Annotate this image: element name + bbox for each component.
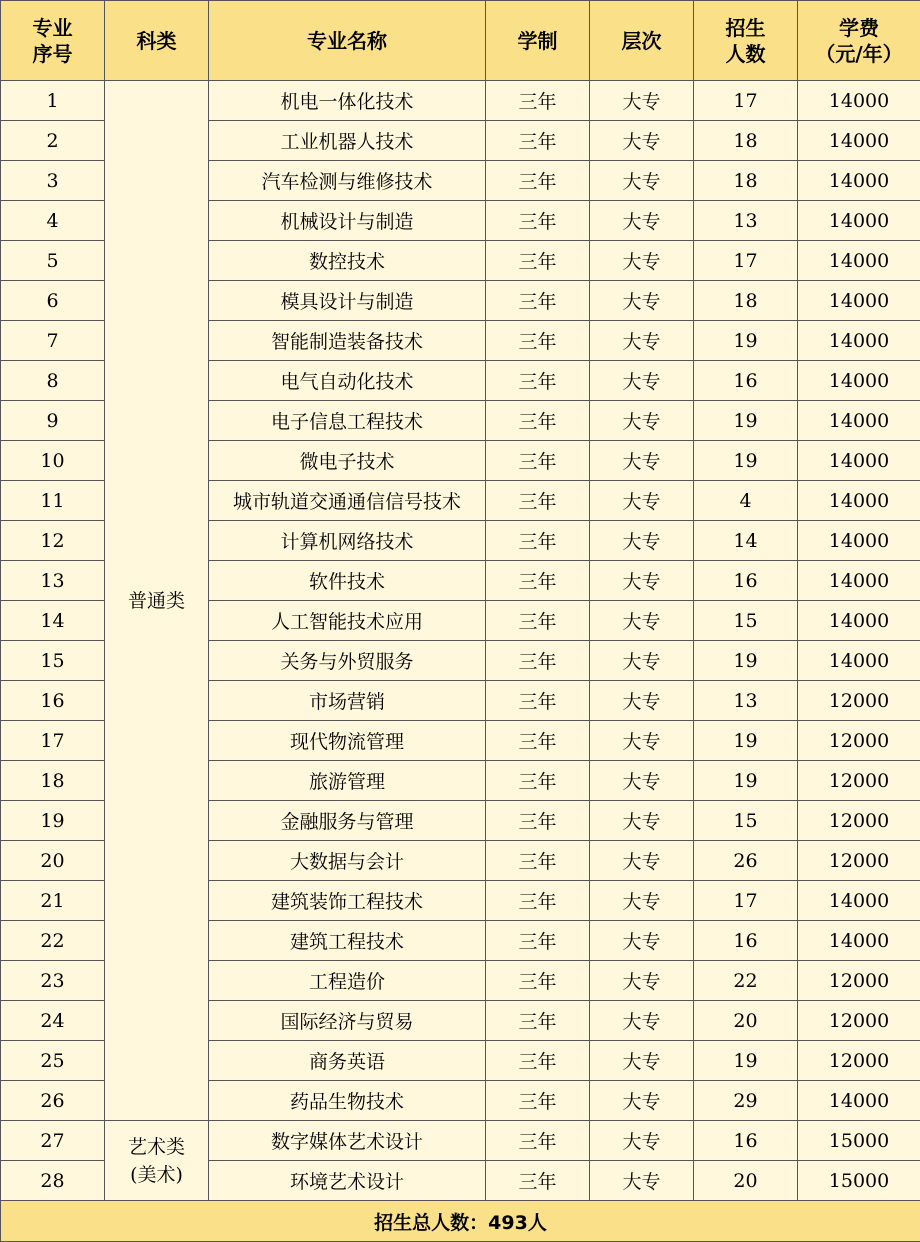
header-major: 专业名称	[209, 1, 486, 81]
enrollment-count: 13	[694, 681, 798, 721]
row-number: 26	[1, 1081, 105, 1121]
major-name: 人工智能技术应用	[209, 601, 486, 641]
header-category: 科类	[105, 1, 209, 81]
enrollment-count: 19	[694, 761, 798, 801]
tuition-fee: 14000	[798, 481, 920, 521]
row-number: 27	[1, 1121, 105, 1161]
enrollment-count: 16	[694, 921, 798, 961]
major-name: 电子信息工程技术	[209, 401, 486, 441]
duration: 三年	[486, 881, 590, 921]
table-row	[1, 81, 920, 121]
major-name: 旅游管理	[209, 761, 486, 801]
header-enrollment: 招生 人数	[694, 1, 798, 81]
level: 大专	[590, 881, 694, 921]
tuition-fee: 12000	[798, 841, 920, 881]
enrollment-count: 16	[694, 1121, 798, 1161]
tuition-fee: 14000	[798, 361, 920, 401]
level: 大专	[590, 681, 694, 721]
row-number: 6	[1, 281, 105, 321]
row-number: 4	[1, 201, 105, 241]
enrollment-count: 29	[694, 1081, 798, 1121]
major-name: 汽车检测与维修技术	[209, 161, 486, 201]
level: 大专	[590, 121, 694, 161]
level: 大专	[590, 281, 694, 321]
row-number: 28	[1, 1161, 105, 1201]
duration: 三年	[486, 1121, 590, 1161]
tuition-fee: 15000	[798, 1161, 920, 1201]
tuition-fee: 14000	[798, 161, 920, 201]
level: 大专	[590, 81, 694, 121]
enrollment-count: 16	[694, 561, 798, 601]
row-number: 3	[1, 161, 105, 201]
enrollment-count: 26	[694, 841, 798, 881]
table-row	[1, 1121, 920, 1161]
tuition-fee: 12000	[798, 1001, 920, 1041]
major-name: 模具设计与制造	[209, 281, 486, 321]
duration: 三年	[486, 241, 590, 281]
major-name: 金融服务与管理	[209, 801, 486, 841]
enrollment-count: 22	[694, 961, 798, 1001]
category-general: 普通类	[105, 81, 209, 1121]
enrollment-count: 16	[694, 361, 798, 401]
enrollment-count: 19	[694, 721, 798, 761]
duration: 三年	[486, 521, 590, 561]
duration: 三年	[486, 81, 590, 121]
duration: 三年	[486, 681, 590, 721]
major-name: 建筑工程技术	[209, 921, 486, 961]
row-number: 24	[1, 1001, 105, 1041]
level: 大专	[590, 401, 694, 441]
major-name: 工程造价	[209, 961, 486, 1001]
level: 大专	[590, 161, 694, 201]
row-number: 7	[1, 321, 105, 361]
row-number: 23	[1, 961, 105, 1001]
level: 大专	[590, 561, 694, 601]
duration: 三年	[486, 1081, 590, 1121]
tuition-fee: 14000	[798, 921, 920, 961]
row-number: 13	[1, 561, 105, 601]
major-name: 机械设计与制造	[209, 201, 486, 241]
duration: 三年	[486, 361, 590, 401]
tuition-fee: 15000	[798, 1121, 920, 1161]
row-number: 20	[1, 841, 105, 881]
row-number: 11	[1, 481, 105, 521]
enrollment-count: 19	[694, 441, 798, 481]
major-name: 城市轨道交通通信信号技术	[209, 481, 486, 521]
tuition-fee: 14000	[798, 321, 920, 361]
header-level: 层次	[590, 1, 694, 81]
major-name: 药品生物技术	[209, 1081, 486, 1121]
level: 大专	[590, 481, 694, 521]
major-name: 商务英语	[209, 1041, 486, 1081]
tuition-fee: 14000	[798, 241, 920, 281]
major-name: 数字媒体艺术设计	[209, 1121, 486, 1161]
level: 大专	[590, 761, 694, 801]
tuition-fee: 14000	[798, 881, 920, 921]
level: 大专	[590, 1001, 694, 1041]
footer-row	[1, 1201, 920, 1242]
duration: 三年	[486, 721, 590, 761]
enrollment-count: 18	[694, 121, 798, 161]
level: 大专	[590, 721, 694, 761]
enrollment-count: 14	[694, 521, 798, 561]
duration: 三年	[486, 801, 590, 841]
level: 大专	[590, 1121, 694, 1161]
duration: 三年	[486, 281, 590, 321]
enrollment-count: 19	[694, 641, 798, 681]
enrollment-count: 13	[694, 201, 798, 241]
tuition-fee: 14000	[798, 401, 920, 441]
duration: 三年	[486, 1001, 590, 1041]
enrollment-count: 20	[694, 1161, 798, 1201]
major-name: 建筑装饰工程技术	[209, 881, 486, 921]
major-name: 环境艺术设计	[209, 1161, 486, 1201]
row-number: 2	[1, 121, 105, 161]
tuition-fee: 12000	[798, 801, 920, 841]
level: 大专	[590, 1041, 694, 1081]
major-name: 数控技术	[209, 241, 486, 281]
level: 大专	[590, 961, 694, 1001]
total-enrollment: 招生总人数：493人	[1, 1201, 920, 1242]
enrollment-count: 15	[694, 801, 798, 841]
header-fee: 学费 （元/年）	[798, 1, 920, 81]
major-name: 智能制造装备技术	[209, 321, 486, 361]
level: 大专	[590, 521, 694, 561]
header-seq: 专业 序号	[1, 1, 105, 81]
tuition-fee: 14000	[798, 121, 920, 161]
tuition-fee: 14000	[798, 521, 920, 561]
tuition-fee: 14000	[798, 441, 920, 481]
tuition-fee: 12000	[798, 681, 920, 721]
level: 大专	[590, 801, 694, 841]
duration: 三年	[486, 481, 590, 521]
level: 大专	[590, 361, 694, 401]
row-number: 17	[1, 721, 105, 761]
level: 大专	[590, 641, 694, 681]
category-art: 艺术类 (美术)	[105, 1121, 209, 1201]
row-number: 16	[1, 681, 105, 721]
enrollment-count: 19	[694, 401, 798, 441]
duration: 三年	[486, 961, 590, 1001]
enrollment-count: 18	[694, 161, 798, 201]
major-name: 微电子技术	[209, 441, 486, 481]
duration: 三年	[486, 1041, 590, 1081]
major-name: 机电一体化技术	[209, 81, 486, 121]
duration: 三年	[486, 441, 590, 481]
enrollment-count: 19	[694, 1041, 798, 1081]
tuition-fee: 14000	[798, 281, 920, 321]
row-number: 10	[1, 441, 105, 481]
row-number: 5	[1, 241, 105, 281]
row-number: 18	[1, 761, 105, 801]
enrollment-count: 20	[694, 1001, 798, 1041]
tuition-fee: 14000	[798, 81, 920, 121]
tuition-fee: 12000	[798, 961, 920, 1001]
duration: 三年	[486, 201, 590, 241]
level: 大专	[590, 441, 694, 481]
row-number: 12	[1, 521, 105, 561]
major-name: 现代物流管理	[209, 721, 486, 761]
enrollment-count: 17	[694, 881, 798, 921]
tuition-fee: 14000	[798, 641, 920, 681]
tuition-fee: 14000	[798, 1081, 920, 1121]
tuition-fee: 12000	[798, 1041, 920, 1081]
major-name: 关务与外贸服务	[209, 641, 486, 681]
row-number: 22	[1, 921, 105, 961]
level: 大专	[590, 201, 694, 241]
level: 大专	[590, 921, 694, 961]
tuition-fee: 14000	[798, 561, 920, 601]
level: 大专	[590, 841, 694, 881]
row-number: 19	[1, 801, 105, 841]
level: 大专	[590, 1161, 694, 1201]
major-name: 市场营销	[209, 681, 486, 721]
row-number: 9	[1, 401, 105, 441]
duration: 三年	[486, 561, 590, 601]
major-name: 软件技术	[209, 561, 486, 601]
enrollment-count: 19	[694, 321, 798, 361]
major-name: 国际经济与贸易	[209, 1001, 486, 1041]
duration: 三年	[486, 1161, 590, 1201]
major-name: 计算机网络技术	[209, 521, 486, 561]
tuition-fee: 14000	[798, 201, 920, 241]
row-number: 15	[1, 641, 105, 681]
duration: 三年	[486, 401, 590, 441]
row-number: 21	[1, 881, 105, 921]
row-number: 14	[1, 601, 105, 641]
duration: 三年	[486, 921, 590, 961]
enrollment-count: 17	[694, 241, 798, 281]
duration: 三年	[486, 321, 590, 361]
row-number: 25	[1, 1041, 105, 1081]
header-row	[1, 1, 920, 81]
duration: 三年	[486, 121, 590, 161]
level: 大专	[590, 1081, 694, 1121]
tuition-fee: 12000	[798, 761, 920, 801]
enrollment-count: 17	[694, 81, 798, 121]
level: 大专	[590, 321, 694, 361]
level: 大专	[590, 241, 694, 281]
header-duration: 学制	[486, 1, 590, 81]
row-number: 8	[1, 361, 105, 401]
major-name: 工业机器人技术	[209, 121, 486, 161]
enrollment-count: 18	[694, 281, 798, 321]
duration: 三年	[486, 641, 590, 681]
tuition-fee: 14000	[798, 601, 920, 641]
enrollment-count: 15	[694, 601, 798, 641]
tuition-fee: 12000	[798, 721, 920, 761]
duration: 三年	[486, 161, 590, 201]
major-name: 大数据与会计	[209, 841, 486, 881]
level: 大专	[590, 601, 694, 641]
duration: 三年	[486, 761, 590, 801]
row-number: 1	[1, 81, 105, 121]
duration: 三年	[486, 841, 590, 881]
enrollment-count: 4	[694, 481, 798, 521]
major-name: 电气自动化技术	[209, 361, 486, 401]
duration: 三年	[486, 601, 590, 641]
